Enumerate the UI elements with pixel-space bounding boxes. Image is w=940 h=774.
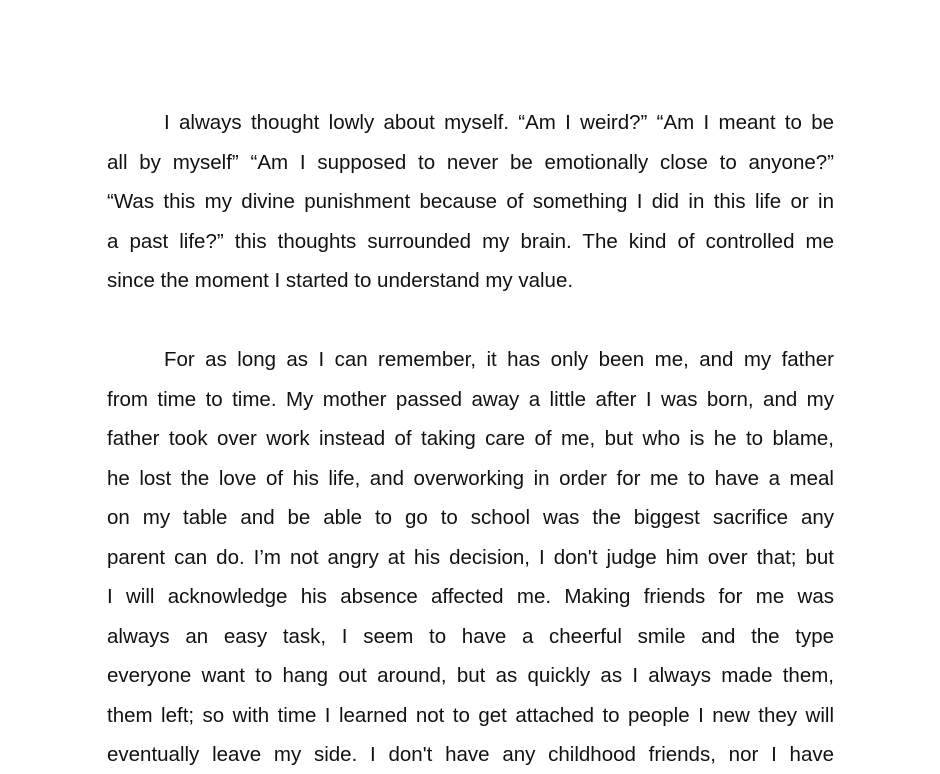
paragraph-1 [107,103,834,301]
paragraph-line: a past life?” this thoughts surrounded my brain. The kind of controlled me [107,229,834,253]
paragraph-line: them left; so with time I learned not to get attached to people I new they will [107,703,834,727]
paragraph-line: since the moment I started to understand my value. [107,269,574,292]
paragraph-line: eventually leave my side. I don't have any childhood friends, nor I have [107,743,834,766]
paragraph-line: For as long as I can remember, it has only been me, and my father [164,348,834,371]
paragraph-2 [107,340,834,774]
paragraph-line: “Was this my divine punishment because of something I did in this life or in [107,190,834,213]
paragraph-line: everyone want to hang out around, but as quickly as I always made them, [107,664,834,687]
paragraph-line: all by myself” “Am I supposed to never be emotionally close to anyone?” [107,150,834,174]
paragraph-line: father took over work instead of taking care of me, but who is he to blame, [107,427,834,450]
paragraph-line: on my table and be able to go to school was the biggest sacrifice any [107,506,834,529]
paragraph-line: from time to time. My mother passed away a little after I was born, and my [107,387,834,411]
paragraph-line: parent can do. I’m not angry at his decision, I don't judge him over that; but [107,545,834,569]
paragraph-line: always an easy task, I seem to have a cheerful smile and the type [107,624,834,648]
paragraph-line: I always thought lowly about myself. “Am I weird?” “Am I meant to be [164,111,834,134]
paragraph-line: he lost the love of his life, and overworking in order for me to have a meal [107,466,834,490]
paragraph-line: I will acknowledge his absence affected me. Making friends for me was [107,585,834,608]
